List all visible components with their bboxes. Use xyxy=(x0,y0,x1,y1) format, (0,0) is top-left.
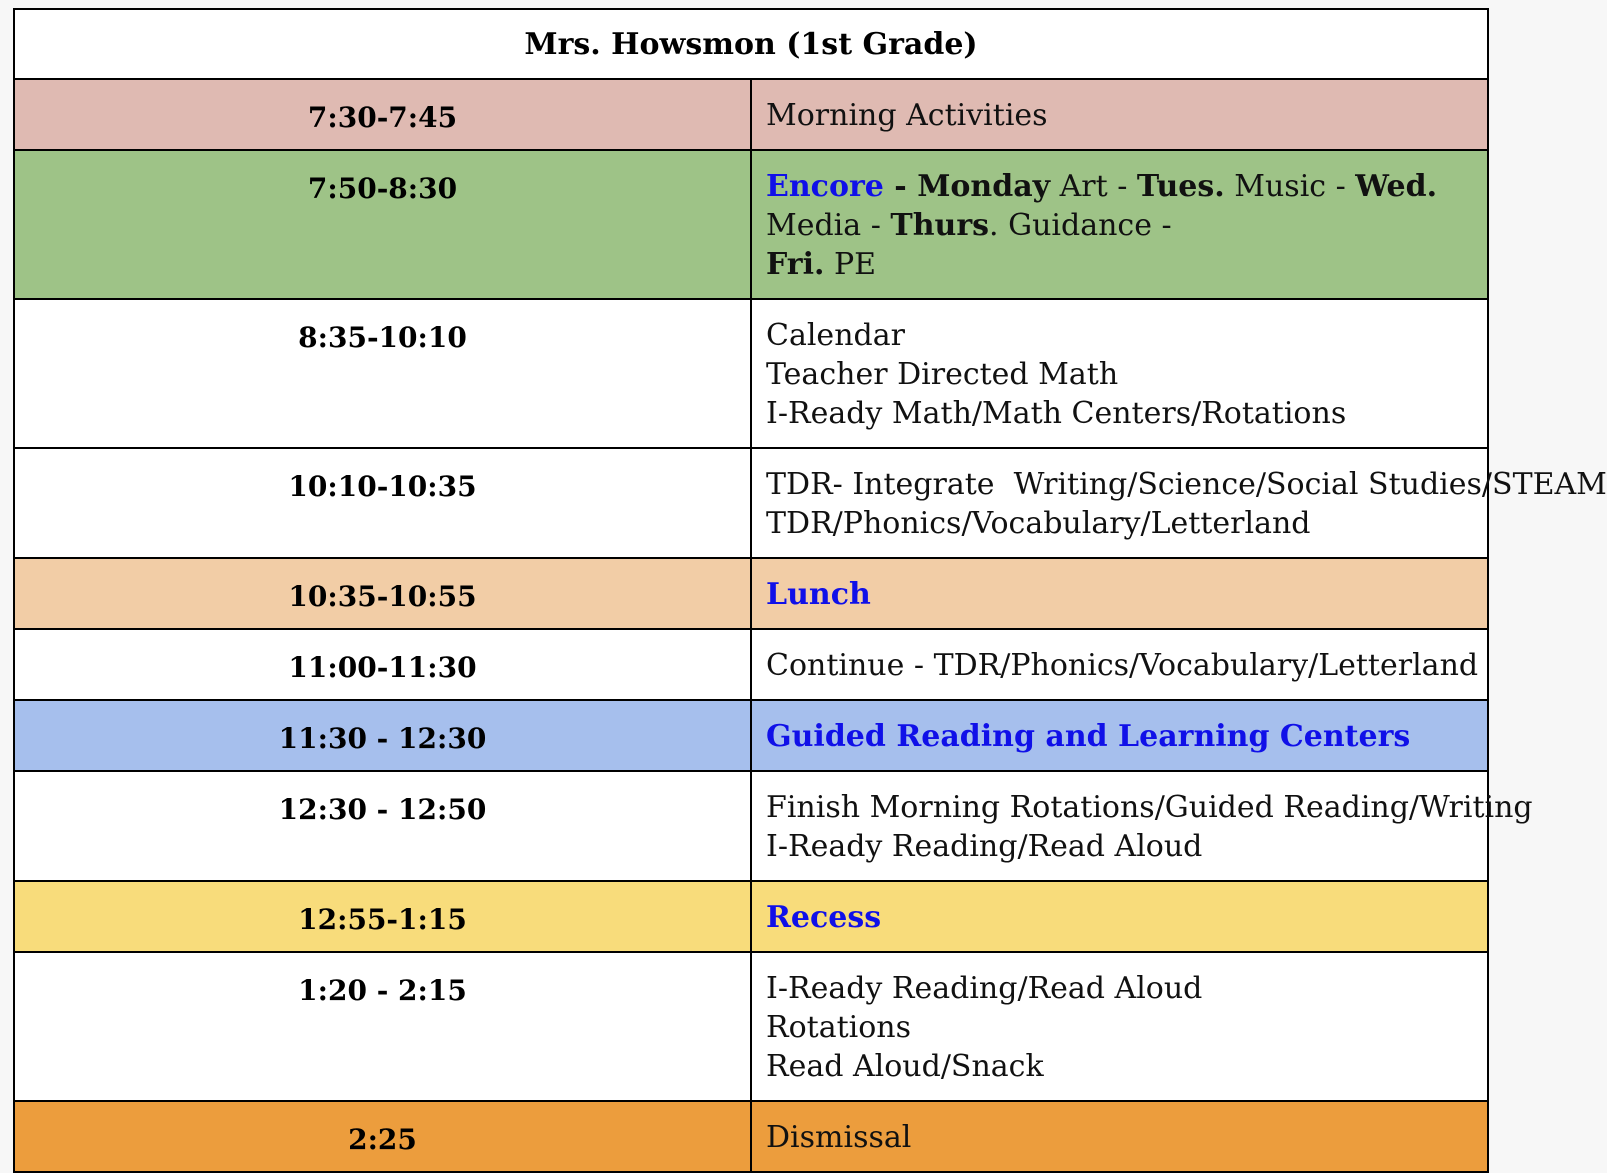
time-cell: 11:30 - 12:30 xyxy=(14,700,751,771)
activity-line: Finish Morning Rotations/Guided Reading/Writing xyxy=(766,790,1533,825)
table-row xyxy=(14,952,1488,1101)
table-row xyxy=(14,1101,1488,1172)
activity-cell xyxy=(751,79,1488,150)
activity-cell xyxy=(751,448,1607,558)
activity-line: Continue - TDR/Phonics/Vocabulary/Letterland xyxy=(766,648,1479,683)
wednesday-activity: Media - xyxy=(766,208,891,243)
activity-line: TDR/Phonics/Vocabulary/Letterland xyxy=(766,506,1311,541)
activity-line: Rotations xyxy=(766,1010,912,1045)
table-row xyxy=(14,700,1488,771)
recess-label: Recess xyxy=(766,900,882,935)
activity-line: TDR- Integrate Writing/Science/Social Studies/STEAM xyxy=(766,467,1607,502)
activity-line: Morning Activities xyxy=(766,98,1048,133)
activity-line: Dismissal xyxy=(766,1120,912,1155)
day-friday: Fri. xyxy=(766,247,825,282)
activity-cell xyxy=(751,771,1533,881)
monday-activity: Art - xyxy=(1050,169,1137,204)
day-thursday: Thurs xyxy=(890,208,990,243)
table-row xyxy=(14,150,1488,299)
activity-line: Read Aloud/Snack xyxy=(766,1049,1044,1084)
time-cell: 7:30-7:45 xyxy=(14,79,751,150)
time-cell: 10:10-10:35 xyxy=(14,448,751,558)
friday-activity: PE xyxy=(824,247,877,282)
activity-line: I-Ready Reading/Read Aloud xyxy=(766,971,1203,1006)
activity-line: I-Ready Reading/Read Aloud xyxy=(766,829,1203,864)
time-cell: 8:35-10:10 xyxy=(14,299,751,448)
activity-cell xyxy=(751,150,1488,299)
table-row xyxy=(14,558,1488,629)
time-cell: 1:20 - 2:15 xyxy=(14,952,751,1101)
day-tuesday: Tues. xyxy=(1136,169,1225,204)
table-row xyxy=(14,448,1488,558)
activity-cell xyxy=(751,700,1488,771)
activity-cell xyxy=(751,629,1488,700)
schedule-table xyxy=(13,8,1607,1173)
time-cell: 10:35-10:55 xyxy=(14,558,751,629)
table-row xyxy=(14,299,1488,448)
activity-cell xyxy=(751,1101,1488,1172)
guided-reading-label: Guided Reading and Learning Centers xyxy=(766,719,1411,754)
activity-cell xyxy=(751,881,1488,952)
lunch-label: Lunch xyxy=(766,577,871,612)
title-row xyxy=(14,9,1488,79)
time-cell: 12:55-1:15 xyxy=(14,881,751,952)
activity-cell xyxy=(751,558,1488,629)
thursday-activity: . Guidance - xyxy=(989,208,1172,243)
activity-line: Teacher Directed Math xyxy=(766,357,1119,392)
table-row xyxy=(14,629,1488,700)
encore-separator: - xyxy=(883,169,918,204)
table-row xyxy=(14,771,1488,881)
activity-cell xyxy=(751,952,1488,1101)
activity-line: I-Ready Math/Math Centers/Rotations xyxy=(766,396,1347,431)
time-cell: 2:25 xyxy=(14,1101,751,1172)
time-cell: 11:00-11:30 xyxy=(14,629,751,700)
day-wednesday: Wed. xyxy=(1355,169,1438,204)
activity-cell xyxy=(751,299,1488,448)
tuesday-activity: Music - xyxy=(1224,169,1356,204)
table-row xyxy=(14,79,1488,150)
schedule-document xyxy=(13,8,1607,1173)
schedule-title: Mrs. Howsmon (1st Grade) xyxy=(14,9,1488,79)
time-cell: 7:50-8:30 xyxy=(14,150,751,299)
time-cell: 12:30 - 12:50 xyxy=(14,771,751,881)
activity-line: Calendar xyxy=(766,318,905,353)
day-monday: Monday xyxy=(917,169,1051,204)
encore-label: Encore xyxy=(766,169,884,204)
table-row xyxy=(14,881,1488,952)
